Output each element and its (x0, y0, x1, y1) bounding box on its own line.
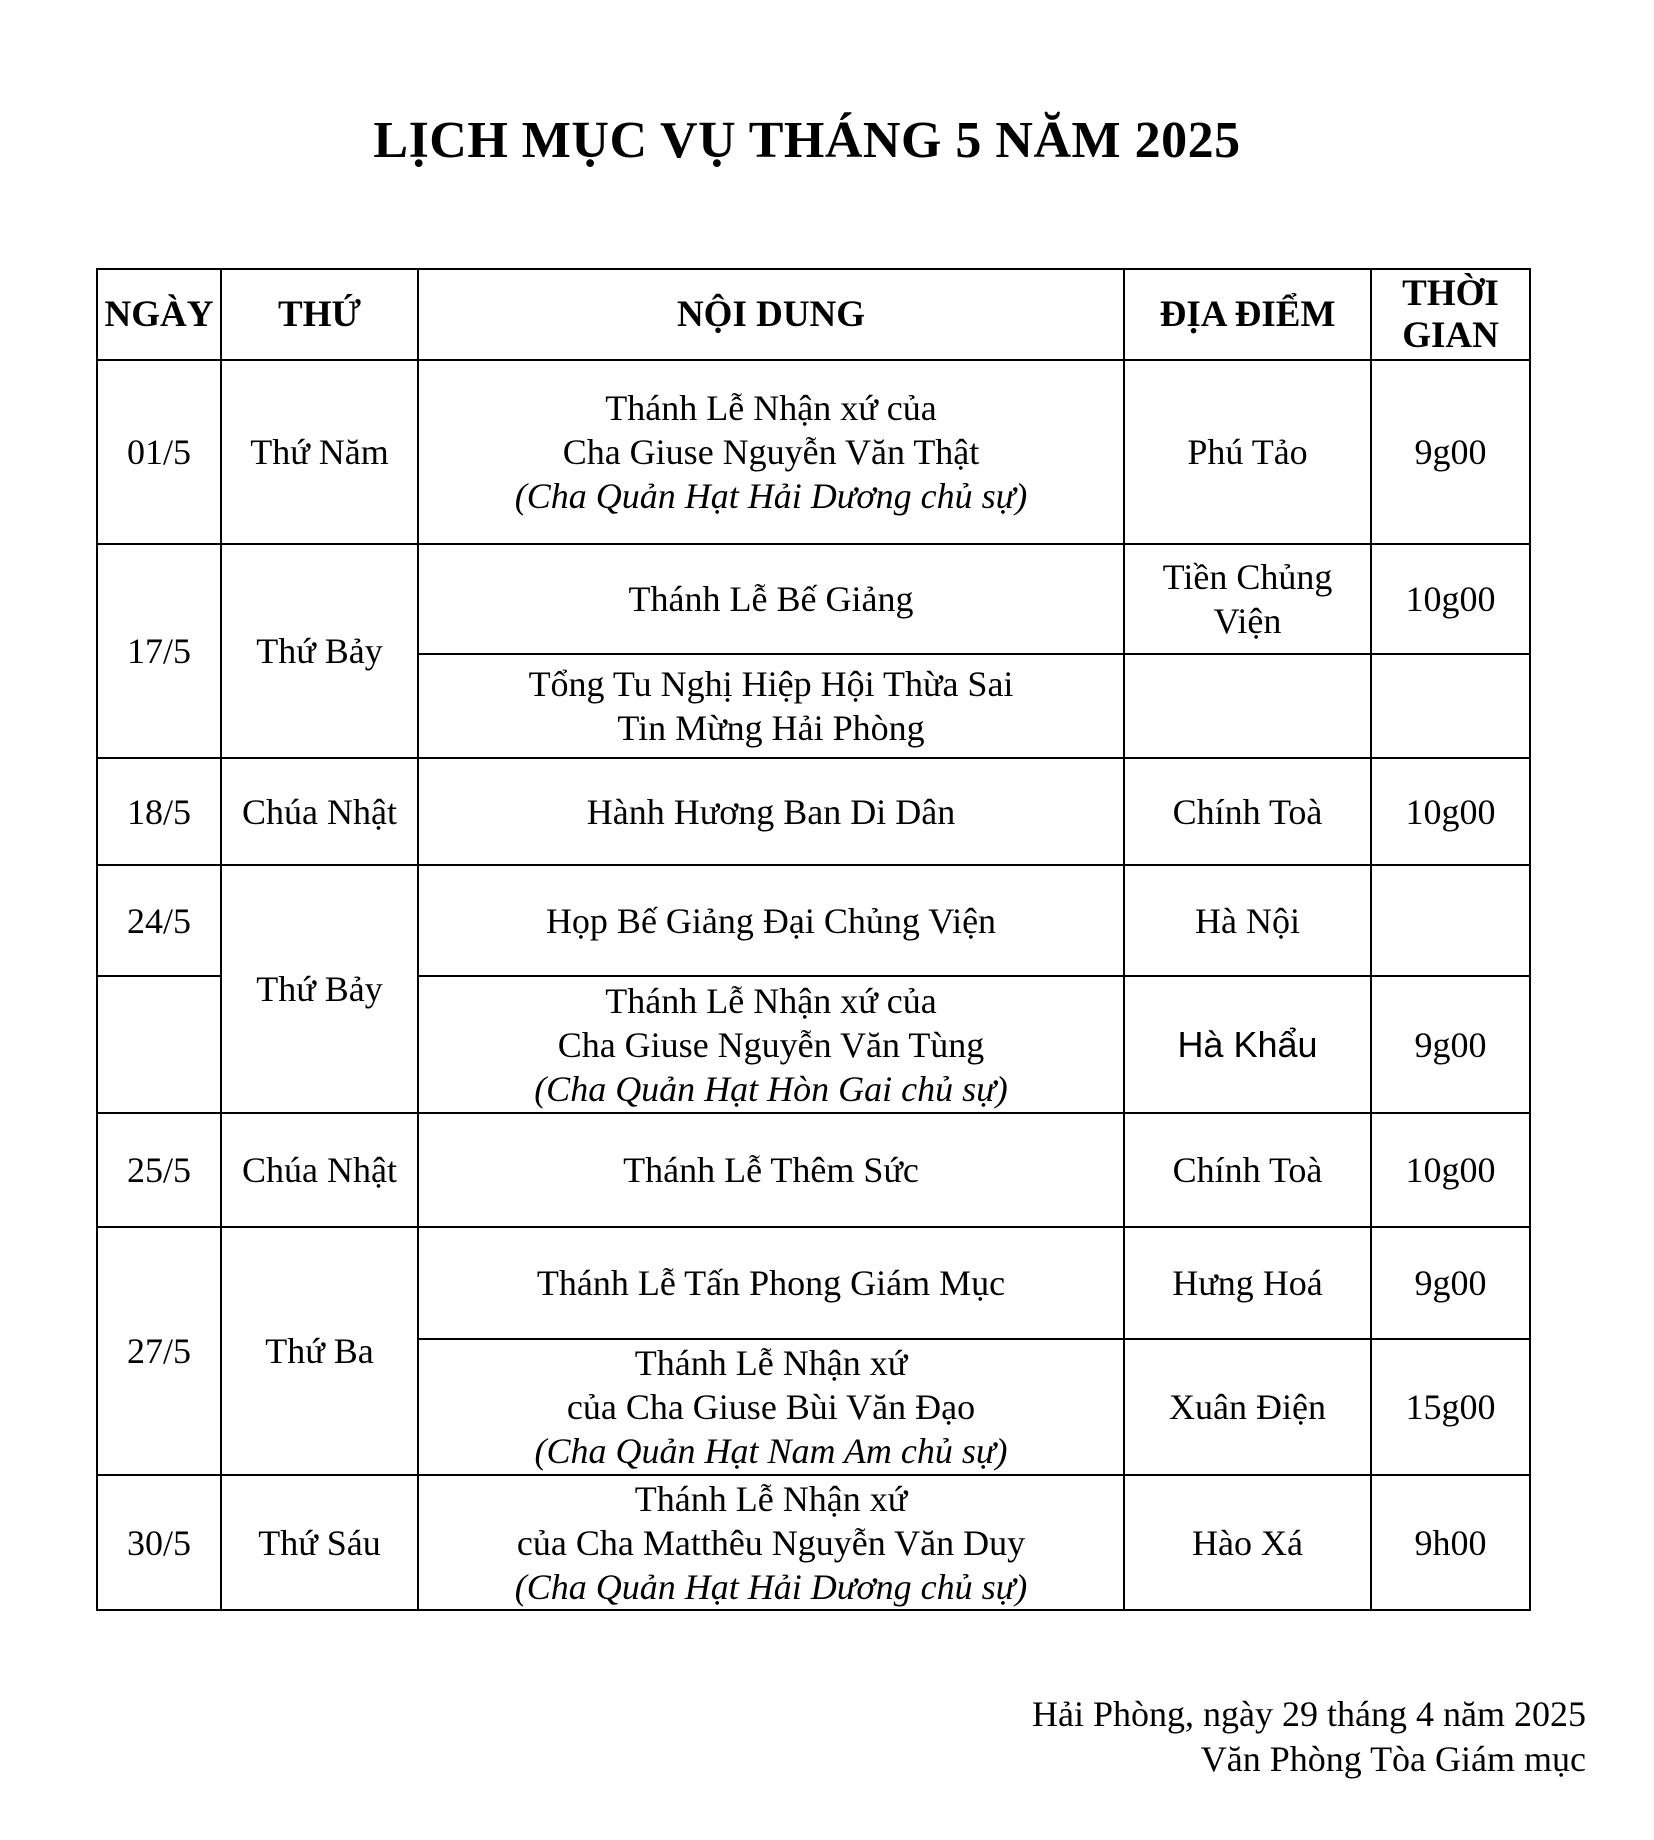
day-cell: 27/5 (97, 1227, 221, 1475)
table-row (97, 1227, 1530, 1339)
time-cell: 15g00 (1371, 1339, 1530, 1475)
content-note: (Cha Quản Hạt Hòn Gai chủ sự) (534, 1068, 1008, 1109)
content-cell: Hành Hương Ban Di Dân (418, 758, 1124, 865)
weekday-cell: Thứ Ba (221, 1227, 418, 1475)
weekday-cell: Thứ Bảy (221, 544, 418, 758)
location-cell: Phú Tảo (1124, 360, 1371, 544)
content-line: Tin Mừng Hải Phòng (617, 708, 925, 748)
time-cell: 9h00 (1371, 1475, 1530, 1610)
content-line: của Cha Giuse Bùi Văn Đạo (566, 1387, 976, 1427)
table-row (97, 544, 1530, 654)
location-line: Viện (1213, 601, 1282, 641)
schedule-table (96, 268, 1531, 1611)
header-weekday: THỨ (221, 269, 418, 360)
content-line: Thánh Lễ Nhận xứ của (605, 388, 937, 428)
day-cell (97, 976, 221, 1113)
time-cell: 10g00 (1371, 758, 1530, 865)
content-cell (418, 976, 1124, 1113)
content-note: (Cha Quản Hạt Hải Dương chủ sự) (514, 1566, 1028, 1607)
location-cell: Hà Khẩu (1124, 976, 1371, 1113)
time-cell (1371, 865, 1530, 976)
table-row (97, 1113, 1530, 1227)
table-header-row (97, 269, 1530, 360)
table-row (97, 360, 1530, 544)
content-cell: Thánh Lễ Thêm Sức (418, 1113, 1124, 1227)
day-cell: 30/5 (97, 1475, 221, 1610)
content-cell: Thánh Lễ Tấn Phong Giám Mục (418, 1227, 1124, 1339)
content-line: Cha Giuse Nguyễn Văn Thật (562, 432, 980, 472)
location-cell: Chính Toà (1124, 758, 1371, 865)
document-title: LỊCH MỤC VỤ THÁNG 5 NĂM 2025 (373, 112, 1241, 169)
header-content: NỘI DUNG (418, 269, 1124, 360)
content-line: của Cha Matthêu Nguyễn Văn Duy (516, 1522, 1026, 1563)
location-cell (1124, 654, 1371, 758)
day-cell: 18/5 (97, 758, 221, 865)
table-row (97, 1475, 1530, 1610)
content-line: Cha Giuse Nguyễn Văn Tùng (557, 1024, 985, 1065)
time-cell: 10g00 (1371, 1113, 1530, 1227)
header-time-line2: GIAN (1402, 314, 1499, 356)
location-cell: Xuân Điện (1124, 1339, 1371, 1475)
footer-place-date: Hải Phòng, ngày 29 tháng 4 năm 2025 (1032, 1694, 1586, 1734)
location-cell: Hưng Hoá (1124, 1227, 1371, 1339)
document-footer (1032, 1692, 1586, 1782)
content-cell (418, 1339, 1124, 1475)
day-cell: 01/5 (97, 360, 221, 544)
content-line: Thánh Lễ Nhận xứ (634, 1478, 908, 1519)
weekday-cell: Thứ Bảy (221, 865, 418, 1113)
content-note: (Cha Quản Hạt Hải Dương chủ sự) (514, 476, 1028, 516)
time-cell: 9g00 (1371, 976, 1530, 1113)
content-cell: Họp Bế Giảng Đại Chủng Viện (418, 865, 1124, 976)
weekday-cell: Chúa Nhật (221, 758, 418, 865)
weekday-cell: Thứ Năm (221, 360, 418, 544)
location-cell: Chính Toà (1124, 1113, 1371, 1227)
content-cell (418, 654, 1124, 758)
time-cell: 9g00 (1371, 1227, 1530, 1339)
location-cell: Hà Nội (1124, 865, 1371, 976)
content-line: Tổng Tu Nghị Hiệp Hội Thừa Sai (528, 664, 1014, 704)
header-day: NGÀY (97, 269, 221, 360)
time-cell: 10g00 (1371, 544, 1530, 654)
content-line: Thánh Lễ Nhận xứ của (605, 980, 937, 1021)
footer-office: Văn Phòng Tòa Giám mục (1200, 1739, 1586, 1779)
content-cell: Thánh Lễ Bế Giảng (418, 544, 1124, 654)
location-line: Tiền Chủng (1162, 557, 1333, 597)
content-note: (Cha Quản Hạt Nam Am chủ sự) (534, 1431, 1008, 1471)
day-cell: 17/5 (97, 544, 221, 758)
weekday-cell: Thứ Sáu (221, 1475, 418, 1610)
content-cell (418, 360, 1124, 544)
table-row (97, 865, 1530, 976)
time-cell: 9g00 (1371, 360, 1530, 544)
day-cell: 25/5 (97, 1113, 221, 1227)
location-cell (1124, 544, 1371, 654)
time-cell (1371, 654, 1530, 758)
header-time (1371, 269, 1530, 360)
location-cell: Hào Xá (1124, 1475, 1371, 1610)
header-time-line1: THỜI (1402, 272, 1499, 314)
day-cell: 24/5 (97, 865, 221, 976)
header-location: ĐỊA ĐIỂM (1124, 269, 1371, 360)
weekday-cell: Chúa Nhật (221, 1113, 418, 1227)
content-line: Thánh Lễ Nhận xứ (634, 1343, 908, 1383)
table-row (97, 758, 1530, 865)
content-cell (418, 1475, 1124, 1610)
